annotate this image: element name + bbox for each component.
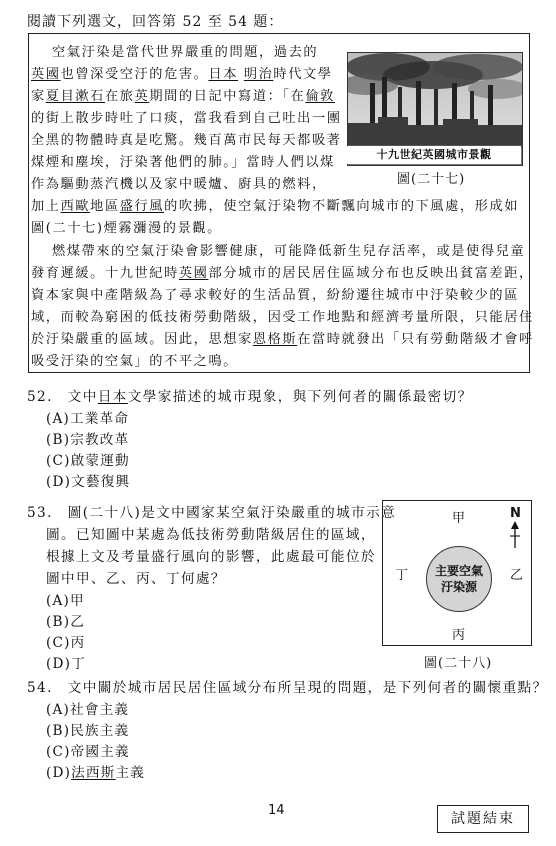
figure-27-label: 圖(二十七) bbox=[397, 172, 466, 187]
q54-option-b[interactable]: (B)民族主義 bbox=[46, 723, 130, 739]
text-run: 也曾深受空汙的危害。 bbox=[60, 67, 209, 82]
text-run: 在旅 bbox=[104, 89, 135, 104]
north-arrow-icon bbox=[508, 521, 522, 549]
proper-noun: 英 bbox=[134, 89, 150, 104]
proper-noun: 英國 bbox=[178, 266, 209, 281]
location-west: 丁 bbox=[395, 568, 409, 583]
passage-line bbox=[31, 195, 519, 214]
text-run: 時代文學 bbox=[273, 67, 333, 82]
passage-line: 圖(二十七)煙霧瀰漫的景觀。 bbox=[31, 221, 222, 236]
text-run: 部分城市的居民居住區域分布也反映出貧富差距， bbox=[208, 266, 534, 281]
q52-option-c[interactable]: (C)啟蒙運動 bbox=[46, 453, 130, 469]
text-run: 期間的日記中寫道：「在 bbox=[149, 89, 306, 104]
q54-option-a[interactable]: (A)社會主義 bbox=[46, 702, 130, 718]
proper-noun: 倫敦 bbox=[305, 89, 335, 104]
pollution-source-circle bbox=[426, 546, 492, 612]
pollution-source-label: 主要空氣 bbox=[434, 564, 483, 578]
passage-line: 空氣汙染是當代世界嚴重的問題，過去的 bbox=[52, 45, 319, 60]
proper-noun: 日本 bbox=[97, 389, 128, 405]
proper-noun: 恩格斯 bbox=[252, 332, 298, 347]
question-53-line: 圖中甲、乙、丙、丁何處？ bbox=[46, 571, 226, 587]
proper-noun: 明治 bbox=[243, 67, 274, 82]
passage-line: 煤煙和塵埃，汙染著他們的肺。」當時人們以煤 bbox=[31, 155, 335, 170]
proper-noun: 日本 bbox=[208, 67, 239, 82]
text-run: 的吹拂，使空氣汙染物不斷飄向城市的下風處，形成如 bbox=[164, 199, 520, 214]
photo-caption: 十九世紀英國城市景觀 bbox=[347, 146, 521, 164]
q52-option-a[interactable]: (A)工業革命 bbox=[46, 411, 130, 427]
passage-line: 燃煤帶來的空氣汙染會影響健康，可能降低新生兒存活率，或是使得兒童 bbox=[52, 244, 526, 259]
proper-noun: 英國 bbox=[31, 67, 61, 82]
q53-option-a[interactable]: (A)甲 bbox=[46, 593, 85, 609]
text-run: 於汙染嚴重的區域。因此，思想家 bbox=[31, 332, 253, 347]
location-east: 乙 bbox=[510, 568, 524, 583]
question-52 bbox=[27, 385, 473, 405]
q52-option-b[interactable]: (B)宗教改革 bbox=[46, 432, 130, 448]
q54-option-c[interactable]: (C)帝國主義 bbox=[46, 744, 130, 760]
passage-line bbox=[31, 328, 534, 347]
question-54: 54. 文中關於城市居民居住區域分布所呈現的問題，是下列何者的關懷重點？ bbox=[27, 680, 548, 696]
passage-line bbox=[31, 63, 333, 82]
question-53-line: 圖。已知圖中某處為低技術勞動階級居住的區域， bbox=[46, 527, 376, 543]
location-north: 甲 bbox=[452, 511, 466, 526]
location-south: 丙 bbox=[452, 628, 466, 643]
text-run: 52. 文中 bbox=[27, 389, 98, 405]
city-schematic-map bbox=[382, 500, 532, 646]
text-run: 發育遲緩。十九世紀時 bbox=[31, 266, 179, 281]
compass-north-label: N bbox=[510, 506, 521, 521]
end-of-exam-box: 試題結束 bbox=[437, 805, 529, 833]
q53-option-c[interactable]: (C)丙 bbox=[46, 635, 86, 651]
proper-noun: 法西斯 bbox=[71, 765, 116, 781]
text-run: 地區 bbox=[90, 199, 120, 214]
text-run: 加上 bbox=[31, 199, 61, 214]
passage-line: 作為驅動蒸汽機以及家中暖爐、廚具的燃料， bbox=[31, 177, 327, 192]
passage-line: 域，而較為窮困的低技術勞動階級，因受工作地點和經濟考量所限，只能居住 bbox=[31, 310, 534, 325]
proper-noun: 西歐 bbox=[60, 199, 91, 214]
pollution-source-label: 汙染源 bbox=[440, 580, 477, 594]
page-number: 14 bbox=[268, 803, 285, 818]
passage-line bbox=[31, 262, 534, 281]
proper-noun: 盛行風 bbox=[119, 199, 165, 214]
passage-line: 資本家與中產階級為了尋求較好的生活品質，紛紛遷往城市中汙染較少的區 bbox=[31, 288, 519, 303]
q54-option-d[interactable] bbox=[46, 761, 145, 781]
text-run: 文學家描述的城市現象，與下列何者的關係最密切？ bbox=[127, 389, 473, 405]
proper-noun: 夏目漱石 bbox=[45, 89, 105, 104]
text-run: 家 bbox=[31, 89, 46, 104]
text-run: 在當時就發出「只有勞動階級才會呼 bbox=[297, 332, 534, 347]
passage-line: 全黑的物體時真是吃驚。幾百萬市民每天都吸著 bbox=[31, 133, 342, 148]
passage-line: 吸受汙染的空氣」的不平之鳴。 bbox=[31, 354, 239, 369]
q53-option-b[interactable]: (B)乙 bbox=[46, 614, 85, 630]
question-53-line: 53. 圖(二十八)是文中國家某空氣汙染嚴重的城市示意 bbox=[27, 505, 397, 521]
figure-28-label: 圖(二十八) bbox=[424, 656, 493, 671]
question-53-line: 根據上文及考量盛行風向的影響，此處最可能位於 bbox=[46, 549, 376, 565]
passage-line: 的街上散步時吐了口痰，當我看到自己吐出一團 bbox=[31, 111, 342, 126]
passage-line bbox=[31, 85, 335, 104]
q52-option-d[interactable]: (D)文藝復興 bbox=[46, 474, 131, 490]
intro-instruction: 閱讀下列選文，回答第 52 至 54 題： bbox=[27, 14, 284, 30]
text-run: 主義 bbox=[115, 765, 146, 781]
q53-option-d[interactable]: (D)丁 bbox=[46, 656, 86, 672]
text-run: (D) bbox=[46, 765, 72, 781]
